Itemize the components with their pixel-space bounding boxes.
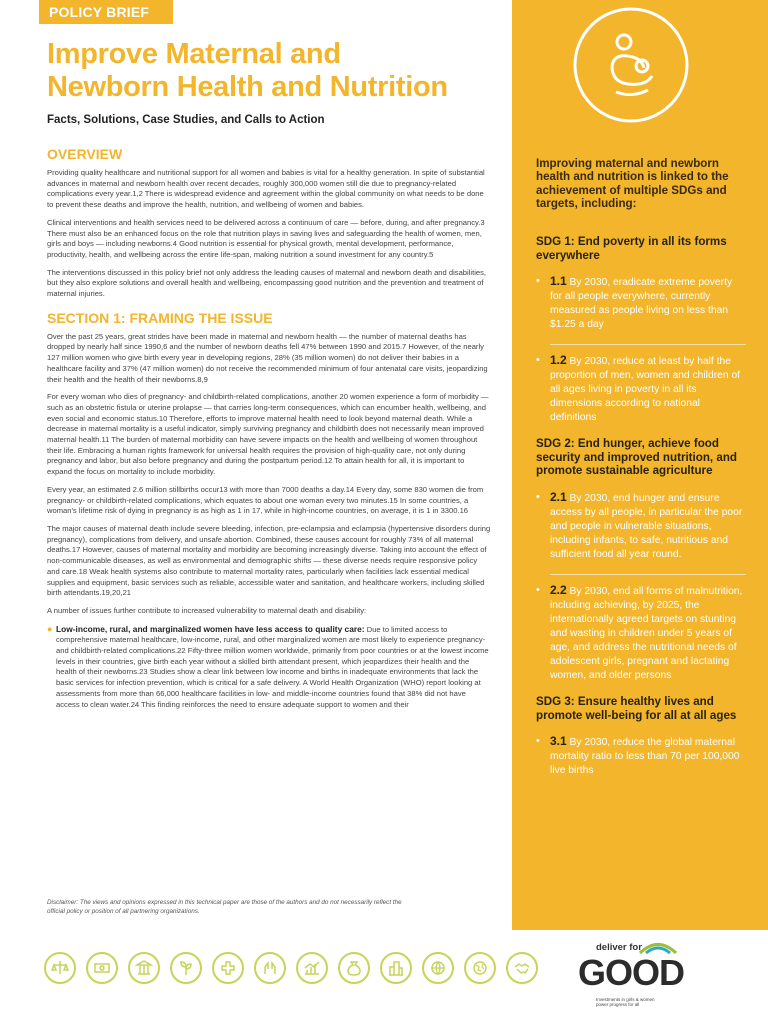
divider	[550, 574, 746, 575]
sdg-target	[536, 734, 746, 778]
bullet-dot: ●	[47, 623, 53, 634]
divider	[550, 344, 746, 345]
bullet-body: Due to limited access to comprehensive maternal healthcare, low-income, rural, and other marginalized women are most likely to experience pregnancy- and childbirth-related complications.22 Fifty-three million women worldwide, primarily from poor countries or at the lowest income levels in their countries, give birth each year without a skilled birth attendant present, which jeopardizes their health and the health of their newborns.23 Studies show a clear link between low income and births in inadequate environments that lack the basic services for infection prevention, which is critical for a safe delivery. A World Health Organization (WHO) report looking at assessments from more than 66,000 healthcare facilities in low- and middle-income countries found that 38% did not have access to clean water.24 This finding reinforces the need to ensure adequate support to women and their	[56, 624, 489, 709]
money-icon	[86, 952, 118, 984]
bullet-bold: Low-income, rural, and marginalized women have less access to quality care:	[56, 623, 365, 634]
sdg-target-body: By 2030, eradicate extreme poverty for all people everywhere, currently measured as people living on less than $1.25 a day	[550, 277, 733, 331]
section1-paragraph: Over the past 25 years, great strides have been made in maternal and newborn health — the number of maternal deaths has dropped by nearly half since 1990,6 and the number of newborn deaths fell 47% between 1990 and 2015.7 However, of the nearly 127 million women who give birth every year in developing regions, 28% (35 million women) do not deliver their babies in a healthcare facility and 37% (47 million women) do not receive the recommended minimum of four antenatal care visits, jeopardizing their health and the health of their newborns.8,9	[47, 331, 488, 384]
bullet-dot: •	[536, 490, 540, 503]
policy-brief-badge: POLICY BRIEF	[39, 0, 173, 24]
handshake-icon	[506, 952, 538, 984]
overview-paragraph: The interventions discussed in this policy brief not only address the leading causes of maternal and newborn death and disabilities, but they also explore solutions and overall health and wellbeing, encompassing good nutrition and the prevention and treatment of maternal injuries.	[47, 267, 487, 299]
sdg-target	[536, 353, 746, 425]
overview-paragraph: Clinical interventions and health services need to be delivered across a continuum of care — before, during, and after pregnancy.3 There must also be an enhanced focus on the role that nutrition plays in saving lives and safeguarding the health of women, men, girls and boys — including newborns.4 Good nutrition is essential for physical growth, mental development, performance, productivity, health, and wellbeing across the entire life-span, making nutrition a sound investment for any country.5	[47, 217, 485, 259]
sdg-target	[536, 583, 746, 683]
deliver-for-good-logo	[578, 942, 718, 1012]
sdg-target-number: 1.2	[550, 353, 567, 368]
logo-top-text: deliver for	[596, 942, 642, 953]
world-icon	[464, 952, 496, 984]
bullet-dot: •	[536, 735, 540, 748]
sdg-list	[536, 235, 746, 790]
sdg-heading: SDG 3: Ensure healthy lives and promote well-being for all at all ages	[536, 694, 737, 722]
justice-icon	[128, 952, 160, 984]
sdg-target	[536, 490, 746, 562]
section1-paragraph: Every year, an estimated 2.6 million stillbirths occur13 with more than 7000 deaths a day.14 Every day, some 830 women die from pregnancy- or childbirth-related complications, which equates to about one woman every two minutes.15 In some countries, a woman's lifetime risk of dying in pregnancy is as high as 1 in 17, while in high-income countries, on average, it is 1 in 3300.16	[47, 484, 484, 516]
sdg-target-text	[550, 490, 746, 562]
city-icon	[380, 952, 412, 984]
bullet-item	[47, 624, 491, 711]
section1-paragraph: For every woman who dies of pregnancy- and childbirth-related complications, another 20 women experience a form of morbidity — such as an obstetric fistula or uterine prolapse — that carries long-term consequences, which can encumber health, wellbeing, and even social and economic status.10 Therefore, efforts to improve maternal health need to look beyond maternal death. While a decrease in maternal mortality is a useful indicator, simply surviving pregnancy and childbirth does not necessarily mean improved maternal health.11 The burden of maternal morbidity can have severe impacts on the health and wellbeing of women throughout their life. Embracing a human rights framework for universal health requires the provision of high-quality care, not only during pregnancy and labor, but also before pregnancy and during the postpartum period.12 To attain health for all, it is important to expand the focus on mortality to include morbidity.	[47, 392, 489, 477]
growth-icon	[296, 952, 328, 984]
plant-icon	[170, 952, 202, 984]
sdg-heading: SDG 2: End hunger, achieve food security and improved nutrition, and promote sustainable agriculture	[536, 437, 737, 478]
section1-heading: SECTION 1: FRAMING THE ISSUE	[47, 309, 273, 326]
bullet-dot: •	[536, 275, 540, 288]
footer-icon-row	[44, 952, 538, 984]
bullet-dot: •	[536, 583, 540, 596]
sdg-target-text	[550, 274, 746, 332]
main-column	[47, 38, 491, 710]
sdg-target-number: 2.1	[550, 489, 567, 504]
page-title	[47, 38, 491, 104]
section1-paragraph: A number of issues further contribute to increased vulnerability to maternal death and disability:	[47, 605, 367, 615]
health-icon	[212, 952, 244, 984]
disclaimer: Disclaimer: The views and opinions expressed in this technical paper are those of the authors and do not necessarily reflect the official policy or position of all partnering organizations.	[47, 899, 402, 915]
page-subtitle: Facts, Solutions, Case Studies, and Calls to Action	[47, 114, 325, 126]
sdg-target-text	[550, 353, 746, 425]
globe-icon	[422, 952, 454, 984]
sdg-target-body: By 2030, end hunger and ensure access by all people, in particular the poor and people in vulnerable situations, including infants, to safe, nutritious and sufficient food all year round.	[550, 492, 743, 560]
section1-paragraph: The major causes of maternal death include severe bleeding, infection, pre-eclampsia and eclampsia (hypertensive disorders during pregnancy), complications from delivery, and unsafe abortion. Combined, these causes account for roughly 73% of all maternal deaths.17 However, causes of maternal mortality and morbidity are becoming increasingly diverse. Taking into account the effect of non-communicable diseases, as well as environmental and demographic shifts — these diverse needs require responsive policy and care.18 Weak health systems also contribute to maternal mortality rates, particularly when facilities lack essential medical supplies and equipment, basic services such as reliable, accessible water and sanitation, and healthcare workers, including skilled birth attendants.19,20,21	[47, 523, 491, 598]
logo-tagline: Investments in girls & women power progress for all	[596, 997, 655, 1007]
money-bag-icon	[338, 952, 370, 984]
logo-wordmark: GOOD	[578, 952, 685, 993]
title-line-2: Newborn Health and Nutrition	[47, 71, 448, 103]
sdg-target-text	[550, 583, 746, 683]
sdg-target-number: 3.1	[550, 734, 567, 749]
hands-icon	[254, 952, 286, 984]
sdg-heading: SDG 1: End poverty in all its forms everywhere	[536, 235, 727, 262]
mother-baby-icon	[572, 6, 690, 124]
overview-paragraph: Providing quality healthcare and nutritional support for all women and babies is vital for a healthy generation. In spite of substantial advances in maternal and newborn health over recent decades, roughly 300,000 women still die due to pregnancy-related complications every year.1,2 There is widespread evidence and agreement within the global community on what needs to be done to prevent these deaths and improve the health, nutrition, and wellbeing of women and babies.	[47, 168, 485, 210]
sdg-target-text	[550, 734, 746, 778]
bullet-text	[56, 624, 491, 711]
bullet-dot: •	[536, 354, 540, 367]
sdg-intro: Improving maternal and newborn health and nutrition is linked to the achievement of multiple SDGs and targets, including:	[536, 157, 729, 211]
sdg-target	[536, 274, 746, 332]
scale-icon	[44, 952, 76, 984]
overview-heading: OVERVIEW	[47, 146, 123, 162]
sdg-target-number: 2.2	[550, 582, 567, 597]
sdg-target-body: By 2030, reduce the global maternal mortality ratio to less than 70 per 100,000 live births	[550, 737, 740, 777]
title-line-1: Improve Maternal and	[47, 38, 341, 70]
sdg-target-body: By 2030, reduce at least by half the proportion of men, women and children of all ages living in poverty in all its dimensions according to national definitions	[550, 356, 741, 424]
sdg-sidebar	[512, 0, 768, 930]
sdg-target-body: By 2030, end all forms of malnutrition, including achieving, by 2025, the internationally agreed targets on stunting and wasting in children under 5 years of age, and address the nutritional needs of adolescent girls, pregnant and lactating women, and older persons	[550, 585, 743, 681]
sdg-target-number: 1.1	[550, 274, 567, 289]
